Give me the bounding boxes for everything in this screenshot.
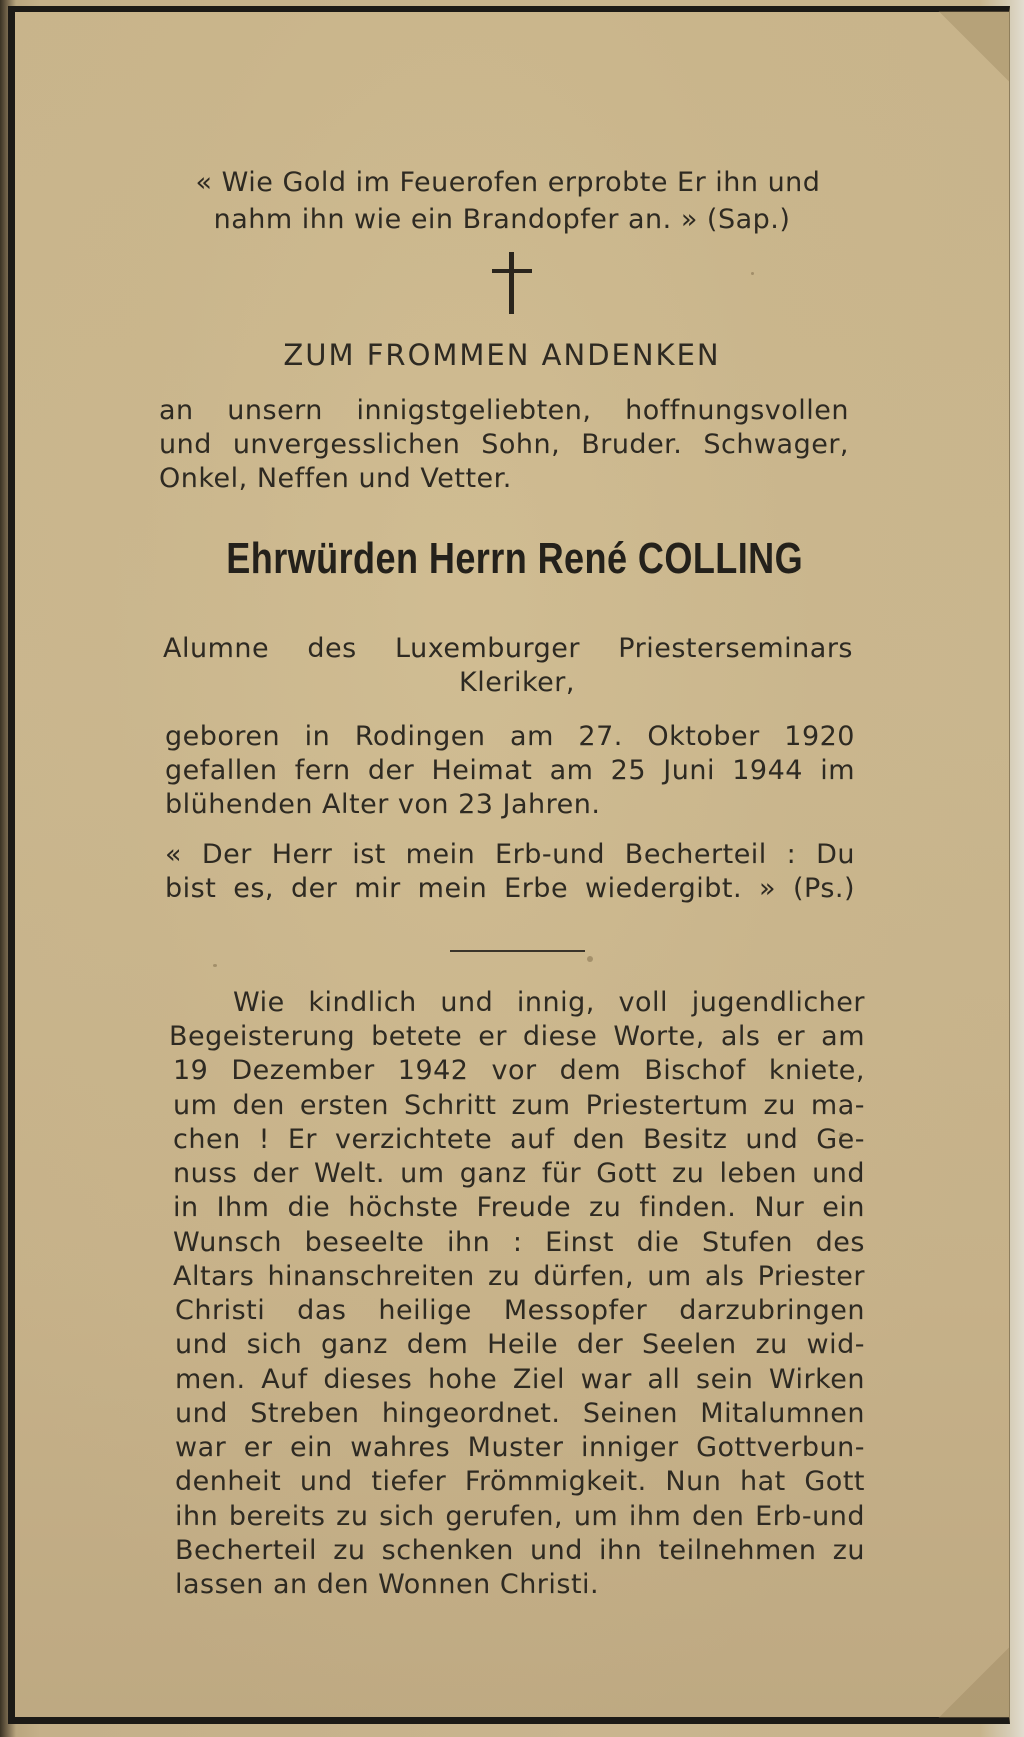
body-line-12: men. Auf dieses hohe Ziel war all sein Wirken bbox=[175, 1364, 865, 1395]
dedication-line-2: und unvergesslichen Sohn, Bruder. Schwager, bbox=[159, 429, 849, 460]
paper-speck bbox=[213, 964, 217, 967]
epigraph-line-1: « Wie Gold im Feuerofen erprobte Er ihn und bbox=[195, 167, 821, 198]
body-line-1: Wie kindlich und innig, voll jugendlicher bbox=[233, 987, 865, 1018]
body-line-3: 19 Dezember 1942 vor dem Bischof kniete, bbox=[173, 1055, 865, 1086]
dates-line-2: gefallen fern der Heimat am 25 Juni 1944 im bbox=[165, 755, 855, 786]
divider bbox=[450, 950, 585, 952]
body-line-18: lassen an den Wonnen Christi. bbox=[175, 1569, 600, 1600]
body-line-14: war er ein wahres Muster inniger Gottverbun- bbox=[175, 1432, 865, 1463]
role-line-1: Alumne des Luxemburger Priesterseminars bbox=[163, 633, 853, 664]
body-line-10: Christi das heilige Messopfer darzubringen bbox=[175, 1295, 865, 1326]
deceased-name: Ehrwürden Herrn René COLLING bbox=[226, 534, 804, 583]
heading: ZUM FROMMEN ANDENKEN bbox=[283, 338, 721, 372]
body-line-15: denheit und tiefer Frömmigkeit. Nun hat Gott bbox=[175, 1466, 865, 1497]
paper-speck bbox=[587, 956, 593, 962]
card-content bbox=[15, 12, 1009, 1717]
memorial-card bbox=[8, 6, 1010, 1724]
dedication-line-3: Onkel, Neffen und Vetter. bbox=[159, 463, 512, 494]
dates-line-1: geboren in Rodingen am 27. Oktober 1920 bbox=[165, 721, 855, 752]
body-line-16: ihn bereits zu sich gerufen, um ihm den Erb-und bbox=[175, 1501, 865, 1532]
role-line-2: Kleriker, bbox=[459, 667, 575, 698]
body-line-8: Wunsch beseelte ihn : Einst die Stufen des bbox=[173, 1227, 865, 1258]
body-line-11: und sich ganz dem Heile der Seelen zu wid- bbox=[175, 1329, 865, 1360]
body-line-6: nuss der Welt. um ganz für Gott zu leben und bbox=[173, 1158, 865, 1189]
psalm-line-1: « Der Herr ist mein Erb-und Becherteil : Du bbox=[165, 839, 855, 870]
body-line-9: Altars hinanschreiten zu dürfen, um als Priester bbox=[173, 1261, 865, 1292]
paper-speck bbox=[751, 272, 754, 275]
dates-line-3: blühenden Alter von 23 Jahren. bbox=[165, 789, 601, 820]
body-line-17: Becherteil zu schenken und ihn teilnehmen zu bbox=[175, 1535, 865, 1566]
body-line-13: und Streben hingeordnet. Seinen Mitalumnen bbox=[175, 1398, 865, 1429]
paper-speck bbox=[839, 1132, 844, 1137]
body-line-7: in Ihm die höchste Freude zu finden. Nur ein bbox=[173, 1192, 865, 1223]
body-line-4: um den ersten Schritt zum Priestertum zu ma- bbox=[173, 1090, 865, 1121]
body-line-2: Begeisterung betete er diese Worte, als er am bbox=[169, 1021, 865, 1052]
psalm-line-2: bist es, der mir mein Erbe wiedergibt. » (Ps.) bbox=[165, 873, 855, 904]
cross-icon bbox=[492, 252, 532, 314]
epigraph-line-2: nahm ihn wie ein Brandopfer an. » (Sap.) bbox=[213, 204, 791, 235]
dedication-line-1: an unsern innigstgeliebten, hoffnungsvollen bbox=[159, 395, 849, 426]
body-line-5: chen ! Er verzichtete auf den Besitz und Ge- bbox=[173, 1124, 865, 1155]
